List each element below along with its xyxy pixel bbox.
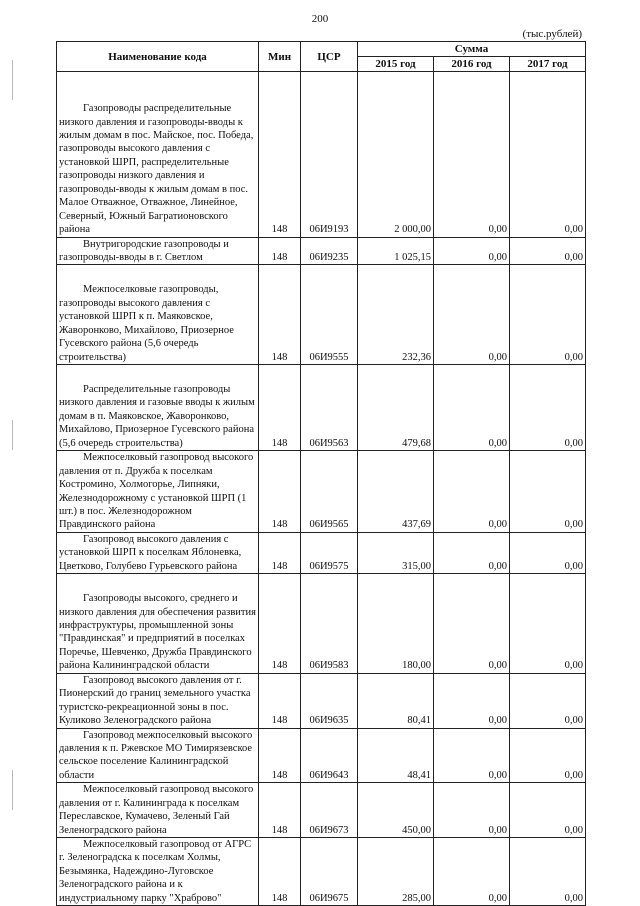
row-csr: 06И9675 [301, 838, 358, 906]
table-row [57, 451, 586, 533]
row-min: 148 [259, 838, 301, 906]
row-2017: 0,00 [510, 673, 586, 728]
row-2016: 0,00 [434, 265, 510, 365]
row-2015: 479,68 [358, 365, 434, 451]
row-min: 148 [259, 728, 301, 783]
row-2015: 450,00 [358, 783, 434, 838]
row-name: Межпоселковый газопровод высокого давления от п. Дружба к поселкам Костромино, Холмогорье, Липняки, Железнодорожному с установкой ШРП (1 шт.) в пос. Железнодорожном Правдинского района [57, 451, 259, 533]
row-name: Межпоселковый газопровод от АГРС г. Зеленоградска к поселкам Холмы, Безымянка, Надеждино-Луговское Зеленоградского района и к индустриальному парку "Храброво" [57, 838, 259, 906]
row-csr: 06И9583 [301, 574, 358, 674]
budget-table [56, 41, 586, 906]
table-body [57, 72, 586, 906]
row-2017: 0,00 [510, 72, 586, 237]
row-2015: 437,69 [358, 451, 434, 533]
table-header [57, 42, 586, 72]
table-row [57, 72, 586, 237]
row-csr: 06И9563 [301, 365, 358, 451]
row-csr: 06И9193 [301, 72, 358, 237]
row-2016: 0,00 [434, 451, 510, 533]
row-2017: 0,00 [510, 237, 586, 265]
row-name: Межпоселковые газопроводы, газопроводы высокого давления с установкой ШРП к п. Маяковское, Жаворонково, Михайлово, Приозерное Гусевского района (5,6 очередь строительства) [57, 265, 259, 365]
row-csr: 06И9555 [301, 265, 358, 365]
header-min: Мин [259, 42, 301, 72]
row-min: 148 [259, 365, 301, 451]
header-year-2017: 2017 год [510, 57, 586, 72]
table-row [57, 728, 586, 783]
page-number: 200 [311, 13, 329, 25]
row-2016: 0,00 [434, 673, 510, 728]
row-2016: 0,00 [434, 728, 510, 783]
row-min: 148 [259, 532, 301, 573]
row-2017: 0,00 [510, 838, 586, 906]
binder-mark [12, 420, 13, 450]
row-min: 148 [259, 451, 301, 533]
row-min: 148 [259, 237, 301, 265]
row-name: Внутригородские газопроводы и газопроводы-вводы в г. Светлом [57, 237, 259, 265]
row-2016: 0,00 [434, 72, 510, 237]
row-2017: 0,00 [510, 451, 586, 533]
row-name: Газопровод высокого давления от г. Пионерский до границ земельного участка туристско-рекреационной зоны в пос. Куликово Зеленоградского района [57, 673, 259, 728]
table-row [57, 673, 586, 728]
row-name: Газопровод высокого давления с установкой ШРП к поселкам Яблоневка, Цветково, Голубево Гурьевского района [57, 532, 259, 573]
row-2017: 0,00 [510, 365, 586, 451]
row-2017: 0,00 [510, 728, 586, 783]
row-min: 148 [259, 673, 301, 728]
header-year-2015: 2015 год [358, 57, 434, 72]
row-name: Распределительные газопроводы низкого давления и газовые вводы к жилым домам в п. Маяковское, Жаворонково, Михайлово, Приозерное Гусевского района (5,6 очередь строительства) [57, 365, 259, 451]
row-2016: 0,00 [434, 532, 510, 573]
row-name: Газопроводы высокого, среднего и низкого давления для обеспечения развития инфраструктуры, промышленной зоны "Правдинская" и предприятий в поселках Поречье, Шевченко, Дружба Правдинского района Калининградской области [57, 574, 259, 674]
row-2015: 285,00 [358, 838, 434, 906]
binder-mark [12, 60, 13, 100]
row-name: Газопровод межпоселковый высокого давления к п. Ржевское МО Тимирязевское сельское поселение Калининградской области [57, 728, 259, 783]
row-csr: 06И9565 [301, 451, 358, 533]
header-csr: ЦСР [301, 42, 358, 72]
row-2016: 0,00 [434, 574, 510, 674]
row-2015: 48,41 [358, 728, 434, 783]
row-csr: 06И9643 [301, 728, 358, 783]
row-2015: 2 000,00 [358, 72, 434, 237]
table-row [57, 574, 586, 674]
header-year-2016: 2016 год [434, 57, 510, 72]
row-2016: 0,00 [434, 838, 510, 906]
row-min: 148 [259, 574, 301, 674]
table-row [57, 532, 586, 573]
table-row [57, 265, 586, 365]
row-csr: 06И9235 [301, 237, 358, 265]
row-2015: 180,00 [358, 574, 434, 674]
table-row [57, 838, 586, 906]
table-row [57, 237, 586, 265]
row-2015: 232,36 [358, 265, 434, 365]
row-min: 148 [259, 265, 301, 365]
row-name: Газопроводы распределительные низкого давления и газопроводы-вводы к жилым домам в пос. Майское, пос. Победа, газопроводы высокого давления с установкой ШРП, распределительные газопроводы низкого давления и газопроводы-вводы к жилым домам в пос. Малое Отважное, Отважное, Линейное, Северный, Южный Багратионовского района [57, 72, 259, 237]
row-2016: 0,00 [434, 783, 510, 838]
row-min: 148 [259, 72, 301, 237]
header-name: Наименование кода [57, 42, 259, 72]
row-csr: 06И9635 [301, 673, 358, 728]
row-2015: 315,00 [358, 532, 434, 573]
row-2017: 0,00 [510, 783, 586, 838]
row-2017: 0,00 [510, 532, 586, 573]
table-row [57, 783, 586, 838]
row-2015: 1 025,15 [358, 237, 434, 265]
binder-mark [12, 770, 13, 810]
row-2017: 0,00 [510, 574, 586, 674]
row-2015: 80,41 [358, 673, 434, 728]
row-csr: 06И9673 [301, 783, 358, 838]
row-2016: 0,00 [434, 237, 510, 265]
row-2017: 0,00 [510, 265, 586, 365]
row-csr: 06И9575 [301, 532, 358, 573]
table-row [57, 365, 586, 451]
row-2016: 0,00 [434, 365, 510, 451]
header-sum: Сумма [358, 42, 586, 57]
units-label: (тыс.рублей) [522, 28, 582, 40]
row-name: Межпоселковый газопровод высокого давления от г. Калининграда к поселкам Переславское, Кумачево, Зеленый Гай Зеленоградского района [57, 783, 259, 838]
row-min: 148 [259, 783, 301, 838]
